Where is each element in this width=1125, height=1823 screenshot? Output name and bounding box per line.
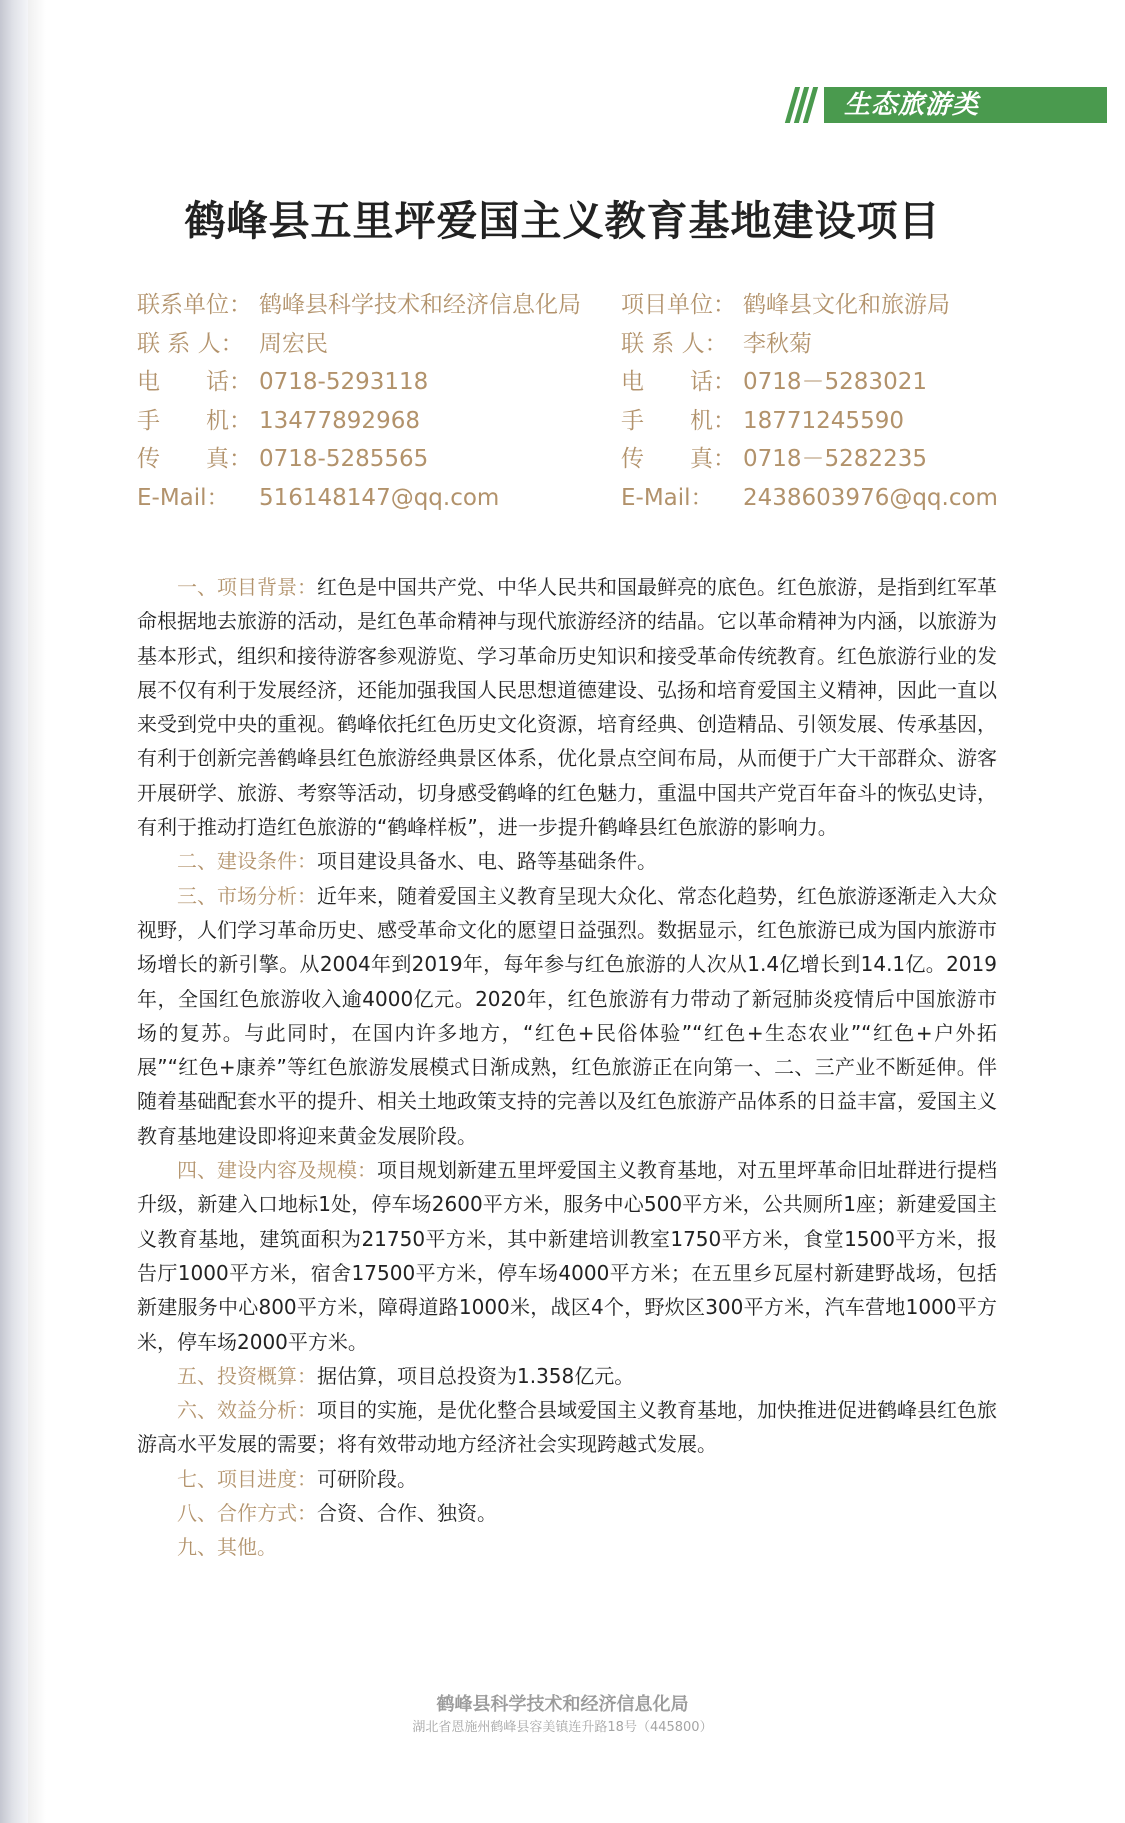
book-binding-edge: [0, 0, 28, 1823]
section-heading: 六、效益分析：: [177, 1398, 317, 1423]
section-heading: 一、项目背景：: [177, 575, 317, 599]
section-benefits: [137, 1393, 997, 1462]
contact-value: 2438603976@qq.com: [743, 484, 998, 511]
contact-row-phone: [137, 363, 621, 402]
contact-value: 0718－5282235: [743, 446, 927, 472]
section-text: 项目规划新建五里坪爱国主义教育基地，对五里坪革命旧址群进行提档升级，新建入口地标1处，停车场2600平方米，服务中心500平方米，公共厕所1座；新建爱国主义教育基地，建筑面积为21750平方米，其中新建培训教室1750平方米，食堂1500平方米，报告厅1000平方米，宿舍17500平方米，停车场4000平方米；在五里乡瓦屋村新建野战场，包括新建服务中心800平方米，障碍道路1000米，战区4个，野炊区300平方米，汽车营地1000平方米，停车场2000平方米。: [137, 1158, 997, 1354]
contact-row-unit: [621, 286, 1037, 325]
section-investment: [137, 1359, 997, 1393]
contact-label: 手 机：: [137, 407, 252, 434]
section-text: 项目建设具备水、电、路等基础条件。: [317, 849, 657, 874]
contact-row-phone: [621, 363, 1037, 402]
contact-value: 13477892968: [259, 407, 420, 434]
binding-shadow: [28, 0, 46, 1823]
page-footer: [0, 1692, 1125, 1738]
section-text: 项目的实施，是优化整合县域爱国主义教育基地，加快推进促进鹤峰县红色旅游高水平发展的需要；将有效带动地方经济社会实现跨越式发展。: [137, 1398, 997, 1457]
category-tag: [790, 87, 1107, 123]
contact-column-right: [621, 286, 1037, 517]
contact-label: 电 话：: [137, 369, 252, 395]
contact-value: 0718－5283021: [743, 369, 927, 395]
section-text: 近年来，随着爱国主义教育呈现大众化、常态化趋势，红色旅游逐渐走入大众视野，人们学习革命历史、感受革命文化的愿望日益强烈。数据显示，红色旅游已成为国内旅游市场增长的新引擎。从2004年到2019年，每年参与红色旅游的人次从1.4亿增长到14.1亿。2019年，全国红色旅游收入逾4000亿元。2020年，红色旅游有力带动了新冠肺炎疫情后中国旅游市场的复苏。与此同时，在国内许多地方，“红色+民俗体验”“红色+生态农业”“红色+户外拓展”“红色+康养”等红色旅游发展模式日渐成熟，红色旅游正在向第一、二、三产业不断延伸。伴随着基础配套水平的提升、相关土地政策支持的完善以及红色旅游产品体系的日益丰富，爱国主义教育基地建设即将迎来黄金发展阶段。: [137, 883, 997, 1148]
section-background: [137, 570, 997, 844]
contact-value: 0718-5293118: [259, 369, 429, 395]
footer-address: 湖北省恩施州鹤峰县容美镇连升路18号（445800）: [412, 1720, 713, 1735]
footer-organization: 鹤峰县科学技术和经济信息化局: [436, 1694, 689, 1715]
section-heading: 四、建设内容及规模：: [177, 1158, 377, 1183]
contact-value: 李秋菊: [743, 330, 812, 357]
tag-stripes-decoration: [790, 87, 824, 123]
section-market: [137, 879, 997, 1153]
contact-row-mobile: [621, 402, 1037, 441]
contact-info: [137, 286, 1037, 517]
project-description: [137, 570, 997, 1565]
contact-value: 18771245590: [743, 407, 904, 434]
contact-row-email: [621, 479, 1037, 518]
contact-value: 0718-5285565: [259, 446, 429, 472]
section-heading: 八、合作方式：: [177, 1501, 317, 1526]
contact-value: 鹤峰县科学技术和经济信息化局: [259, 292, 581, 318]
section-content-scale: [137, 1153, 997, 1359]
contact-value: 周宏民: [259, 330, 328, 357]
contact-label: 电 话：: [621, 369, 736, 395]
contact-label: E-Mail：: [137, 484, 230, 511]
contact-row-fax: [137, 440, 621, 479]
section-heading: 五、投资概算：: [177, 1363, 317, 1388]
section-heading: 七、项目进度：: [177, 1466, 317, 1491]
category-tag-label: 生态旅游类: [824, 87, 1107, 123]
section-heading: 三、市场分析：: [177, 883, 317, 908]
contact-row-fax: [621, 440, 1037, 479]
section-progress: [137, 1462, 997, 1496]
contact-row-mobile: [137, 402, 621, 441]
section-conditions: [137, 844, 997, 878]
contact-label: 传 真：: [137, 446, 252, 472]
contact-label: 联 系 人：: [621, 330, 728, 357]
contact-label: 传 真：: [621, 446, 736, 472]
section-text: 可研阶段。: [317, 1466, 417, 1491]
section-heading: 二、建设条件：: [177, 849, 317, 874]
section-text: 据估算，项目总投资为1.358亿元。: [317, 1363, 635, 1388]
section-text: 合资、合作、独资。: [317, 1501, 497, 1526]
contact-row-email: [137, 479, 621, 518]
page-title: 鹤峰县五里坪爱国主义教育基地建设项目: [184, 197, 941, 245]
contact-label: 项目单位：: [621, 292, 736, 318]
contact-value: 516148147@qq.com: [259, 484, 500, 511]
contact-label: 联系单位：: [137, 292, 252, 318]
contact-label: 手 机：: [621, 407, 736, 434]
contact-label: E-Mail：: [621, 484, 714, 511]
contact-row-unit: [137, 286, 621, 325]
contact-value: 鹤峰县文化和旅游局: [743, 292, 950, 318]
section-heading: 九、其他。: [177, 1535, 277, 1560]
section-text: 红色是中国共产党、中华人民共和国最鲜亮的底色。红色旅游，是指到红军革命根据地去旅游的活动，是红色革命精神与现代旅游经济的结晶。它以革命精神为内涵，以旅游为基本形式，组织和接待游客参观游览、学习革命历史知识和接受革命传统教育。红色旅游行业的发展不仅有利于发展经济，还能加强我国人民思想道德建设、弘扬和培育爱国主义精神，因此一直以来受到党中央的重视。鹤峰依托红色历史文化资源，培育经典、创造精品、引领发展、传承基因，有利于创新完善鹤峰县红色旅游经典景区体系，优化景点空间布局，从而便于广大干部群众、游客开展研学、旅游、考察等活动，切身感受鹤峰的红色魅力，重温中国共产党百年奋斗的恢弘史诗，有利于推动打造红色旅游的“鹤峰样板”，进一步提升鹤峰县红色旅游的影响力。: [137, 575, 997, 840]
contact-column-left: [137, 286, 621, 517]
contact-row-person: [137, 325, 621, 364]
section-cooperation: [137, 1496, 997, 1530]
section-other: [137, 1530, 997, 1564]
contact-row-person: [621, 325, 1037, 364]
contact-label: 联 系 人：: [137, 330, 244, 357]
